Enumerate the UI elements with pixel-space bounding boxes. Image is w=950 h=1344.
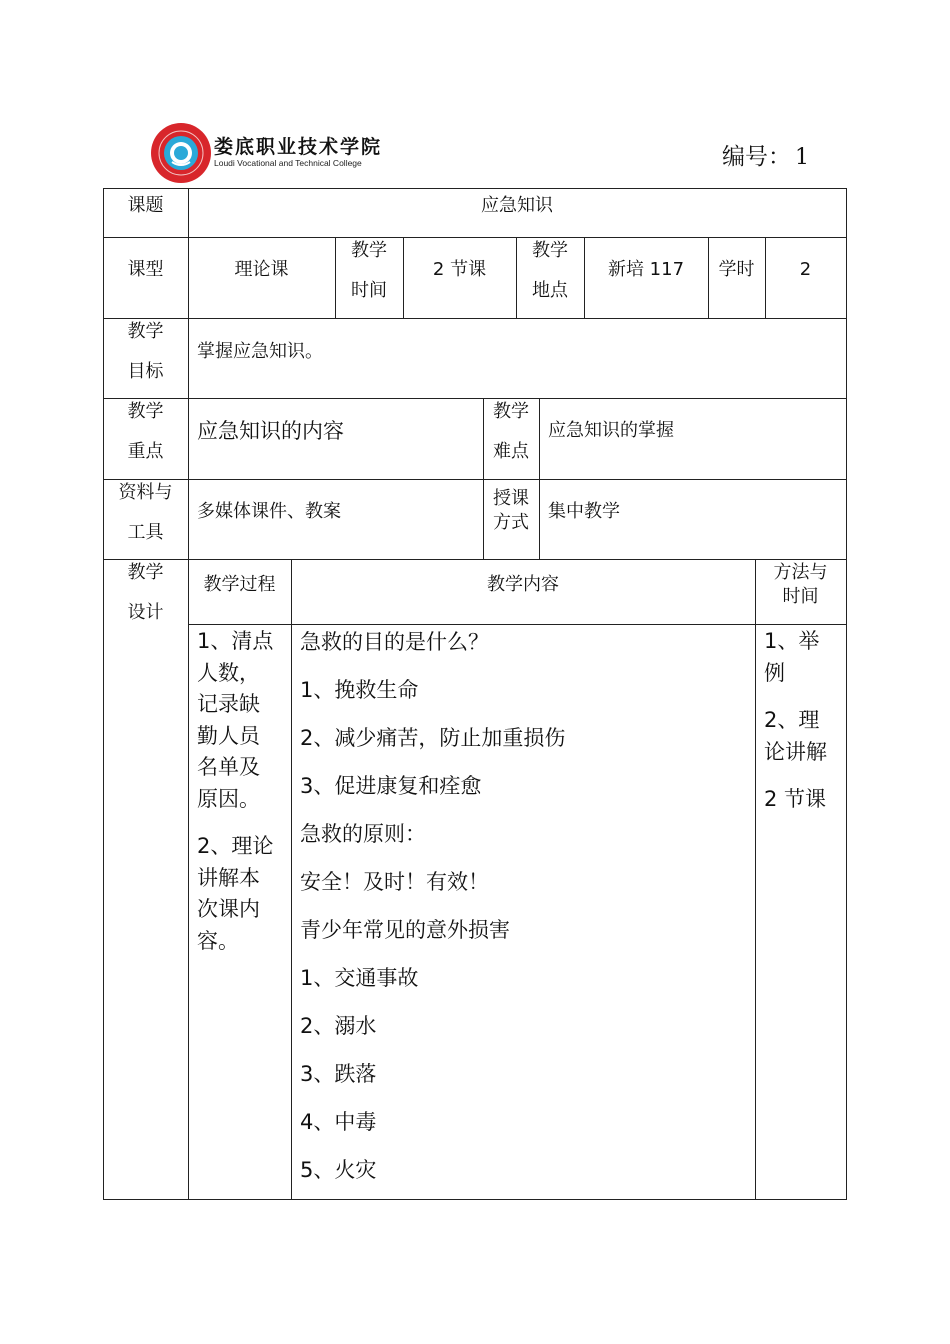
table-border xyxy=(539,398,540,559)
list-item: 4、中毒 xyxy=(300,1110,377,1134)
difficulty-label: 教学 难点 xyxy=(493,401,529,462)
tools-label: 资料与 工具 xyxy=(118,482,173,543)
focus-label: 教学 重点 xyxy=(127,401,164,462)
list-item: 论讲解 xyxy=(764,739,827,764)
table-border xyxy=(755,559,756,1200)
hours-value: 2 xyxy=(799,259,812,280)
list-item: 青少年常见的意外损害 xyxy=(300,918,510,942)
methods-header: 方法与 时间 xyxy=(773,562,828,607)
table-border xyxy=(103,237,847,238)
goal-value: 掌握应急知识。 xyxy=(197,341,323,362)
topic-value: 应急知识 xyxy=(481,195,553,216)
list-item: 1、举 xyxy=(764,629,820,653)
list-item: 勤人员 xyxy=(197,723,260,748)
table-border xyxy=(103,318,847,319)
focus-value: 应急知识的内容 xyxy=(197,419,344,443)
document-number xyxy=(722,138,809,171)
school-name-en: Loudi Vocational and Technical College xyxy=(214,158,362,168)
design-label: 教学 设计 xyxy=(127,562,164,623)
school-logo-icon xyxy=(150,122,212,184)
list-item: 2、溺水 xyxy=(300,1014,377,1038)
list-item: 3、跌落 xyxy=(300,1062,377,1086)
table-border xyxy=(103,559,847,560)
list-item: 例 xyxy=(764,660,785,685)
type-value: 理论课 xyxy=(234,259,289,280)
list-item: 记录缺 xyxy=(197,692,260,716)
table-border xyxy=(291,559,292,1200)
list-item: 3、促进康复和痊愈 xyxy=(300,774,482,798)
list-item: 次课内 xyxy=(197,897,260,921)
number-value: 1 xyxy=(795,145,809,170)
content-header: 教学内容 xyxy=(487,574,559,595)
list-item: 名单及 xyxy=(197,755,260,779)
time-label: 教学 时间 xyxy=(351,240,387,301)
list-item: 讲解本 xyxy=(197,865,260,890)
table-border xyxy=(188,188,189,1200)
difficulty-value: 应急知识的掌握 xyxy=(548,420,674,441)
table-border xyxy=(103,479,847,480)
list-item: 1、交通事故 xyxy=(300,966,419,990)
list-item: 容。 xyxy=(197,928,239,953)
method-label: 授课 方式 xyxy=(493,488,529,533)
process-list xyxy=(197,626,289,957)
hours-label: 学时 xyxy=(718,259,755,280)
number-label: 编号： xyxy=(722,144,791,170)
methods-list xyxy=(764,626,844,816)
process-header: 教学过程 xyxy=(203,574,276,595)
place-value: 新培 117 xyxy=(607,259,685,280)
content-list xyxy=(300,618,750,1194)
list-item: 原因。 xyxy=(197,786,260,811)
list-item: 安全！及时！有效！ xyxy=(300,870,489,894)
list-item: 急救的原则： xyxy=(300,822,426,846)
topic-label: 课题 xyxy=(127,195,164,216)
school-name-cn: 娄底职业技术学院 xyxy=(214,136,383,158)
list-item: 1、清点 xyxy=(197,629,274,653)
place-label: 教学 地点 xyxy=(532,240,568,301)
school-name xyxy=(214,136,382,169)
goal-label: 教学 目标 xyxy=(127,321,164,382)
method-value: 集中教学 xyxy=(548,501,620,522)
table-border xyxy=(103,398,847,399)
list-item: 2 节课 xyxy=(764,787,827,811)
list-item: 急救的目的是什么？ xyxy=(300,630,489,654)
document-header xyxy=(150,122,850,186)
list-item: 人数， xyxy=(197,660,260,685)
table-border xyxy=(846,188,847,1200)
type-label: 课型 xyxy=(127,259,164,280)
table-border xyxy=(103,1199,847,1200)
list-item: 1、挽救生命 xyxy=(300,678,419,702)
list-item: 2、理 xyxy=(764,708,820,732)
time-value: 2 节课 xyxy=(432,259,487,280)
list-item: 5、火灾 xyxy=(300,1158,377,1182)
tools-value: 多媒体课件、教案 xyxy=(197,501,341,522)
list-item: 2、理论 xyxy=(197,834,274,858)
list-item: 2、减少痛苦，防止加重损伤 xyxy=(300,726,566,750)
